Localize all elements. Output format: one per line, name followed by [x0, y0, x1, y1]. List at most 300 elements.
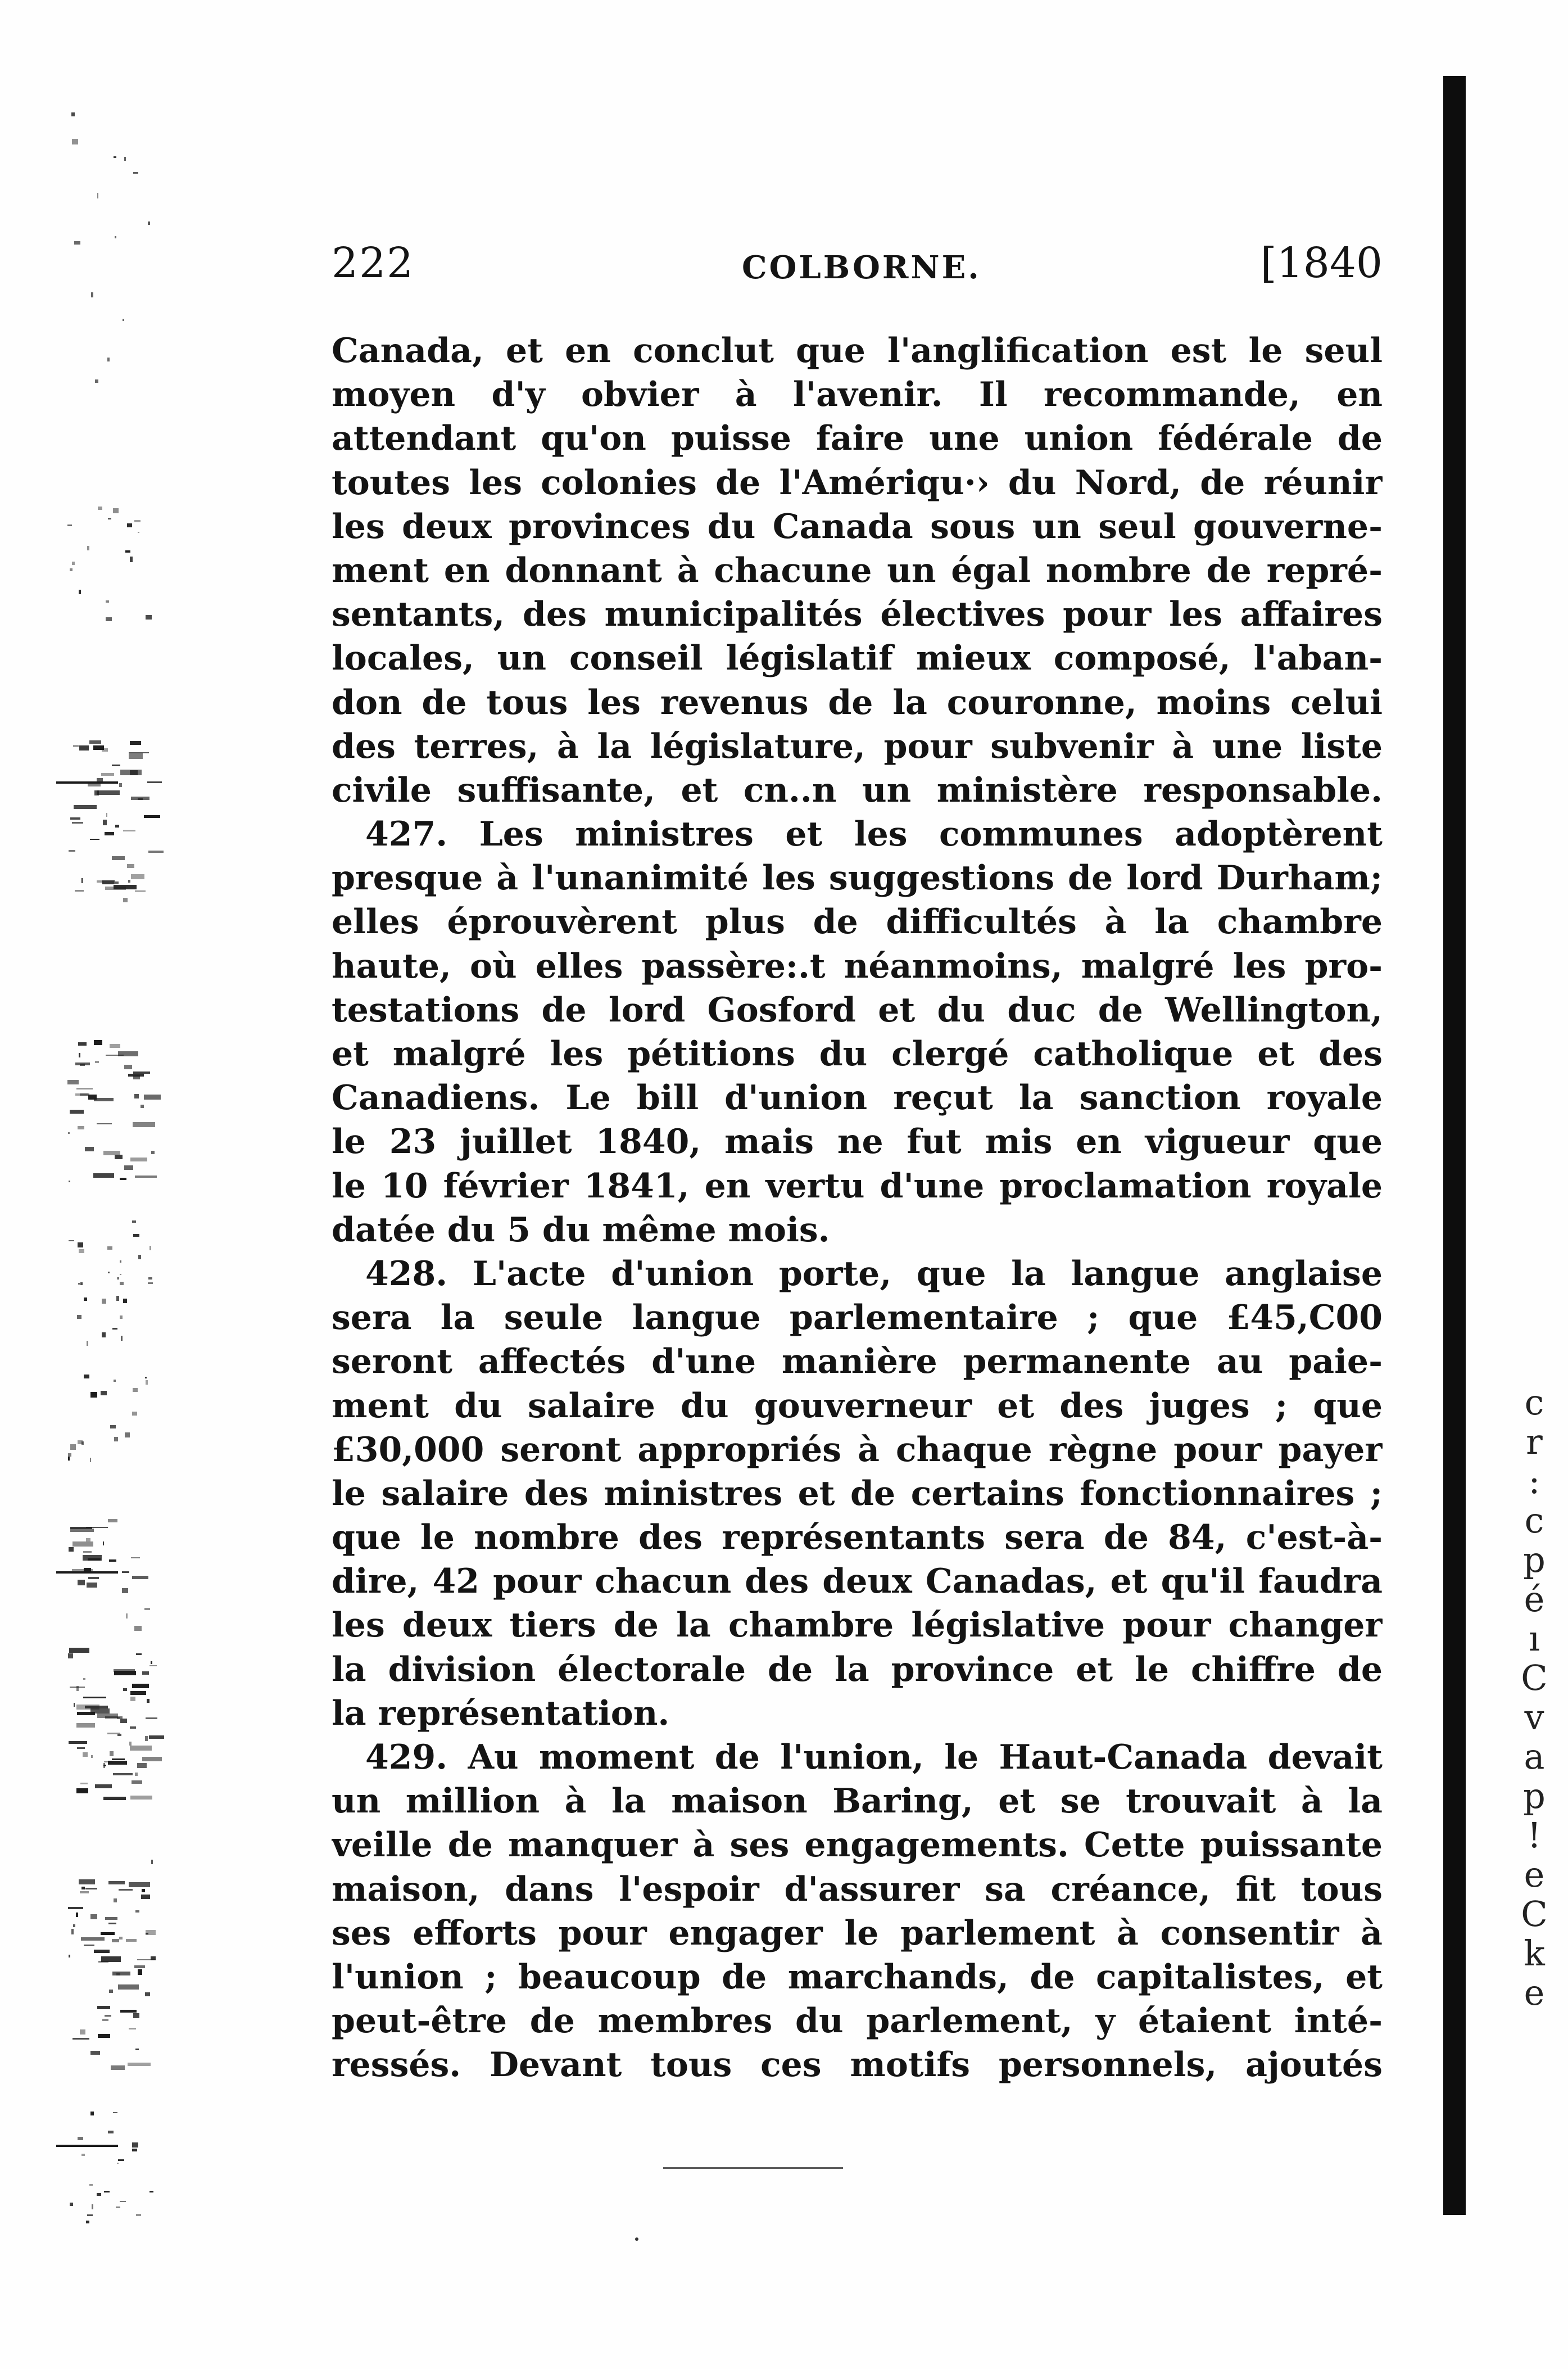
scan-noise-speck — [115, 236, 116, 238]
scan-noise-speck — [95, 1784, 112, 1788]
scan-noise-speck — [109, 1559, 116, 1562]
scan-noise-speck — [125, 550, 130, 553]
scan-noise-speck — [147, 1699, 150, 1703]
scan-noise-speck — [129, 1882, 150, 1887]
page-edge-bar — [1443, 76, 1466, 2215]
scan-noise-speck — [77, 1747, 85, 1749]
scan-noise-speck — [69, 1240, 74, 1241]
scan-noise-speck — [80, 1093, 89, 1096]
scan-noise-speck — [121, 1336, 123, 1341]
scan-noise-speck — [120, 770, 141, 775]
fragment-glyph: p — [1523, 1539, 1546, 1580]
scan-noise-speck — [78, 1283, 80, 1285]
scan-noise-speck — [95, 379, 98, 383]
scan-noise-speck — [123, 898, 128, 902]
scan-noise-speck — [90, 2051, 100, 2054]
scan-noise-speck — [128, 1074, 143, 1077]
scan-noise-speck — [106, 617, 112, 621]
scan-noise-speck — [105, 887, 126, 890]
scan-noise-speck — [108, 518, 111, 519]
fragment-glyph: ! — [1527, 1815, 1542, 1856]
text-line: les deux provinces du Canada sous un seul gouverne- — [332, 507, 1383, 546]
scan-noise-speck — [108, 1519, 117, 1523]
scan-noise-speck — [76, 1088, 93, 1089]
fragment-glyph: c — [1524, 1382, 1544, 1423]
scan-noise-speck — [115, 1155, 123, 1159]
scan-noise-speck — [129, 2028, 136, 2029]
scan-noise-speck — [105, 832, 114, 835]
scan-noise-speck — [110, 1751, 114, 1756]
text-line: moyen d'y obvier à l'avenir. Il recommande, en — [332, 375, 1383, 415]
scan-noise-speck — [148, 221, 150, 224]
scan-noise-speck — [142, 1671, 149, 1675]
scan-noise-speck — [137, 1959, 156, 1960]
scan-noise-speck — [85, 1888, 98, 1889]
paragraph-427-start: 427. Les ministres et les communes adoptèrent — [365, 815, 1383, 855]
scan-noise-speck — [134, 520, 141, 522]
scan-noise-speck — [113, 508, 119, 513]
scan-noise-speck — [136, 2214, 142, 2216]
scan-noise-speck — [72, 139, 78, 144]
scan-noise-speck — [105, 1917, 117, 1919]
scan-noise-speck — [146, 1380, 148, 1385]
scan-noise-speck — [120, 2010, 137, 2013]
scan-noise-speck — [98, 2034, 110, 2038]
scan-noise-speck — [69, 1181, 70, 1183]
scan-noise-speck — [137, 1763, 147, 1767]
scan-noise-speck — [87, 2214, 93, 2216]
fragment-glyph: k — [1524, 1933, 1545, 1974]
text-line: dire, 42 pour chacun des deux Canadas, et qu'il faudra — [332, 1562, 1383, 1602]
scan-noise-speck — [111, 2065, 125, 2070]
scan-noise-speck — [107, 358, 110, 361]
scan-noise-speck — [103, 1797, 126, 1801]
scan-noise-speck — [84, 1297, 87, 1301]
text-line: maison, dans l'espoir d'assurer sa créance, fit tous — [332, 1869, 1383, 1909]
fragment-glyph: e — [1524, 1972, 1545, 2013]
scan-noise-speck — [102, 2019, 108, 2022]
scan-noise-speck — [132, 1684, 149, 1689]
scan-noise-speck — [122, 1571, 129, 1573]
text-line: testations de lord Gosford et du duc de Wellington, — [332, 990, 1383, 1030]
scan-noise-speck — [135, 1773, 138, 1776]
scan-noise-speck — [135, 1176, 157, 1178]
scan-noise-speck — [91, 292, 93, 298]
scan-noise-speck — [88, 1577, 99, 1579]
running-head-title: COLBORNE. — [742, 249, 981, 286]
scan-noise-speck — [123, 830, 135, 831]
scan-noise-speck — [104, 1761, 114, 1762]
scan-noise-speck — [68, 1653, 73, 1658]
scan-noise-speck — [112, 1939, 119, 1942]
text-line: la division électorale de la province et le chiffre de — [332, 1649, 1383, 1689]
scan-noise-speck — [75, 1063, 90, 1065]
scan-noise-speck — [97, 790, 120, 795]
scan-noise-speck — [78, 1126, 84, 1129]
scan-noise-speck — [115, 825, 119, 828]
scan-noise-tick — [56, 2145, 118, 2147]
scan-noise-speck — [133, 1234, 139, 1237]
scan-noise-speck — [93, 1173, 114, 1177]
text-line: £30,000 seront appropriés à chaque règne pour payer — [332, 1430, 1383, 1470]
scan-noise-speck — [90, 2112, 94, 2115]
scan-noise-speck — [74, 1703, 75, 1707]
scan-noise-speck — [103, 820, 107, 825]
scan-noise-speck — [145, 1377, 147, 1379]
scan-noise-speck — [68, 1132, 70, 1134]
scan-noise-speck — [119, 1889, 133, 1890]
page-number: 222 — [332, 239, 415, 287]
scan-noise-speck — [130, 1726, 136, 1728]
scan-noise-speck — [68, 1907, 83, 1909]
scan-noise-speck — [138, 1255, 141, 1259]
scan-noise-speck — [149, 1735, 164, 1739]
scan-noise-speck — [76, 1723, 95, 1728]
scan-noise-speck — [127, 523, 132, 527]
scan-noise-speck — [130, 1697, 135, 1701]
text-line: don de tous les revenus de la couronne, moins celui — [332, 682, 1383, 722]
scan-noise-speck — [83, 1752, 88, 1757]
scan-noise-speck — [133, 1388, 138, 1393]
scan-noise-tick — [56, 781, 118, 784]
text-line: sera la seule langue parlementaire ; que £45,C00 — [332, 1298, 1383, 1338]
scan-noise-speck — [113, 1773, 133, 1775]
scan-noise-speck — [70, 568, 72, 571]
scan-noise-speck — [120, 1315, 123, 1319]
scan-noise-speck — [79, 1249, 84, 1253]
fragment-glyph: p — [1523, 1775, 1546, 1816]
scan-noise-speck — [119, 783, 122, 787]
scan-noise-speck — [70, 2203, 73, 2206]
running-head — [332, 239, 1383, 306]
scan-noise-speck — [76, 1705, 99, 1710]
scan-noise-speck — [141, 1105, 144, 1108]
scan-noise-speck — [146, 1933, 148, 1934]
text-line: ressés. Devant tous ces motifs personnels, ajoutés — [332, 2045, 1383, 2085]
scan-noise-tick — [56, 1571, 118, 1574]
scan-noise-speck — [102, 880, 115, 885]
scan-noise-speck — [73, 1924, 75, 1927]
scan-noise-speck — [151, 1151, 155, 1154]
fragment-glyph: e — [1524, 1854, 1545, 1895]
scan-noise-speck — [104, 2191, 110, 2192]
scan-noise-speck — [146, 1717, 157, 1719]
scan-noise-speck — [80, 1891, 88, 1893]
scan-noise-speck — [97, 1123, 112, 1125]
scan-noise-speck — [123, 1688, 126, 1691]
fragment-glyph: r — [1526, 1421, 1543, 1462]
scan-noise-speck — [118, 2159, 124, 2161]
footer-smudge-line — [663, 2167, 843, 2169]
text-line: ment en donnant à chacune un égal nombre de repré- — [332, 550, 1383, 590]
scan-noise-speck — [102, 1299, 107, 1304]
text-line: ment du salaire du gouverneur et des juges ; que — [332, 1386, 1383, 1426]
scan-noise-speck — [116, 1296, 119, 1301]
fragment-glyph: C — [1521, 1893, 1548, 1934]
scan-noise-speck — [69, 1955, 70, 1957]
scan-noise-speck — [117, 1277, 119, 1280]
scan-noise-speck — [138, 798, 143, 801]
running-head-year: [1840 — [1260, 239, 1383, 287]
scan-noise-speck — [80, 1282, 82, 1285]
scan-noise-speck — [132, 1220, 136, 1223]
text-line: attendant qu'on puisse faire une union fédérale de — [332, 419, 1383, 459]
scan-noise-speck — [130, 1158, 147, 1161]
scan-noise-speck — [117, 2163, 119, 2164]
scan-noise-speck — [142, 1889, 146, 1893]
scan-noise-speck — [71, 1929, 74, 1934]
scan-noise-speck — [130, 557, 133, 562]
scan-noise-speck — [128, 880, 130, 883]
text-line: seront affectés d'une manière permanente au paie- — [332, 1342, 1383, 1382]
scan-noise-speck — [87, 1583, 97, 1588]
scan-noise-speck — [151, 1661, 152, 1665]
scan-noise-speck — [95, 1061, 99, 1064]
scan-noise-speck — [131, 1557, 140, 1558]
text-line: elles éprouvèrent plus de difficultés à la chambre — [332, 902, 1383, 942]
scan-noise-speck — [120, 2201, 126, 2202]
scan-noise-speck — [142, 1757, 161, 1761]
scan-noise-speck — [80, 1783, 88, 1785]
scan-noise-speck — [79, 1053, 80, 1057]
scan-noise-speck — [88, 1095, 96, 1100]
fragment-glyph: : — [1528, 1461, 1540, 1502]
scan-noise-speck — [80, 2029, 85, 2034]
scan-noise-speck — [70, 1110, 84, 1114]
scan-noise-speck — [83, 1697, 106, 1699]
text-line: le 10 février 1841, en vertu d'une proclamation royale — [332, 1166, 1383, 1206]
scan-noise-speck — [79, 590, 81, 594]
scan-noise-speck — [83, 1555, 102, 1560]
text-line: locales, un conseil législatif mieux composé, l'aban- — [332, 639, 1383, 679]
scan-noise-speck — [134, 1626, 142, 1631]
scan-noise-speck — [132, 1576, 148, 1579]
scan-noise-speck — [135, 1910, 139, 1913]
scan-noise-speck — [72, 2038, 90, 2040]
scan-noise-speck — [132, 1780, 142, 1784]
scan-noise-speck — [112, 856, 125, 860]
scan-noise-speck — [90, 1458, 92, 1462]
scan-noise-speck — [81, 2154, 85, 2156]
scan-noise-speck — [103, 1541, 104, 1545]
scan-noise-speck — [124, 1065, 132, 1069]
scan-noise-speck — [146, 615, 152, 620]
scan-noise-speck — [145, 1992, 150, 1996]
scan-noise-speck — [147, 781, 162, 783]
scan-noise-speck — [81, 1887, 85, 1889]
scan-noise-speck — [136, 1653, 142, 1655]
scan-noise-speck — [128, 2063, 151, 2066]
text-line: un million à la maison Baring, et se trouvait à la — [332, 1782, 1383, 1821]
scan-noise-speck — [144, 1608, 150, 1610]
scan-noise-speck — [138, 1969, 143, 1974]
scan-noise-speck — [132, 2142, 138, 2148]
scan-noise-speck — [97, 880, 103, 883]
text-line: des terres, à la législature, pour subvenir à une liste — [332, 726, 1383, 766]
text-line: les deux tiers de la chambre législative pour changer — [332, 1606, 1383, 1645]
text-line: sentants, des municipalités électives pour les affaires — [332, 595, 1383, 635]
scan-noise-speck — [86, 1527, 107, 1528]
text-line: le salaire des ministres et de certains fonctionnaires ; — [332, 1473, 1383, 1513]
scan-noise-speck — [148, 851, 163, 853]
scan-noise-speck — [129, 753, 143, 759]
scan-noise-speck — [130, 1691, 146, 1695]
scan-noise-speck — [69, 1547, 74, 1552]
scan-noise-speck — [135, 2049, 139, 2050]
scan-noise-speck — [110, 1425, 116, 1428]
scan-noise-speck — [125, 1432, 130, 1437]
text-line: ses efforts pour engager le parlement à consentir à — [332, 1913, 1383, 1953]
scan-noise-speck — [115, 881, 118, 883]
scan-noise-speck — [112, 1328, 117, 1330]
facing-page-fragment — [1512, 1383, 1557, 2198]
text-line: la représentation. — [332, 1693, 670, 1733]
scan-noise-speck — [71, 112, 75, 116]
text-line: civile suffisante, et cn..n un ministère responsable. — [332, 770, 1383, 810]
scan-noise-speck — [97, 2006, 110, 2009]
scan-noise-speck — [94, 1040, 102, 1045]
scan-noise-speck — [126, 1939, 137, 1942]
scan-noise-speck — [130, 741, 141, 744]
scan-noise-speck — [107, 1246, 112, 1250]
text-line: et malgré les pétitions du clergé catholique et des — [332, 1034, 1383, 1074]
text-line: Canada, et en conclut que l'anglification est le seul — [332, 331, 1383, 370]
scan-noise-speck — [78, 1440, 83, 1444]
scan-noise-speck — [70, 1444, 76, 1450]
scan-noise-speck — [97, 193, 99, 198]
scan-noise-speck — [98, 1961, 109, 1963]
fragment-glyph: é — [1524, 1579, 1545, 1620]
scan-noise-speck — [75, 890, 84, 892]
scan-noise-speck — [123, 1299, 128, 1303]
scan-noise-speck — [78, 1242, 83, 1247]
scan-noise-speck — [119, 1937, 122, 1939]
scan-noise-speck — [68, 1457, 70, 1461]
fragment-glyph: c — [1524, 1500, 1544, 1541]
scan-noise-speck — [130, 1796, 152, 1800]
scan-noise-speck — [106, 600, 109, 603]
scan-noise-speck — [148, 1277, 152, 1279]
scan-noise-speck — [112, 765, 120, 766]
scan-noise-speck — [76, 1788, 88, 1793]
scan-noise-speck — [78, 1580, 85, 1585]
scan-noise-speck — [135, 890, 145, 892]
scan-noise-speck — [124, 1165, 133, 1170]
text-line: que le nombre des représentants sera de 84, c'est-à- — [332, 1518, 1383, 1558]
scan-noise-speck — [76, 1686, 79, 1691]
scan-noise-speck — [69, 850, 75, 852]
scan-noise-speck — [110, 1044, 121, 1047]
scan-noise-speck — [122, 1588, 128, 1594]
scan-noise-speck — [138, 532, 140, 533]
scan-noise-speck — [123, 319, 124, 321]
scan-noise-speck — [89, 2184, 93, 2186]
scan-noise-speck — [87, 546, 90, 550]
scan-noise-speck — [117, 1734, 121, 1736]
scan-noise-speck — [120, 1282, 124, 1285]
text-line: datée du 5 du même mois. — [332, 1210, 830, 1250]
scan-noise-speck — [113, 2112, 117, 2113]
scan-noise-speck — [102, 1332, 106, 1338]
scan-noise-speck — [118, 1984, 139, 1990]
scan-noise-speck — [132, 1412, 138, 1416]
body-text — [332, 329, 1383, 2087]
scan-noise-speck — [72, 562, 75, 565]
scan-noise-speck — [134, 1965, 145, 1969]
scan-noise-speck — [79, 1879, 96, 1884]
scan-noise-speck — [85, 1147, 94, 1151]
scan-noise-speck — [129, 1742, 131, 1746]
scan-noise-speck — [74, 805, 97, 808]
scan-noise-speck — [92, 2204, 93, 2209]
scan-noise-speck — [87, 1341, 88, 1346]
scan-noise-speck — [149, 1246, 151, 1251]
scan-noise-speck — [131, 874, 145, 879]
scan-noise-speck — [149, 2191, 153, 2192]
fragment-glyph: C — [1521, 1657, 1548, 1698]
scan-noise-speck — [70, 817, 80, 819]
scan-noise-speck — [94, 1098, 114, 1101]
text-line: haute, où elles passère:.t néanmoins, malgré les pro- — [332, 946, 1383, 986]
scan-noise-speck — [116, 2207, 120, 2208]
scan-noise-speck — [130, 1746, 152, 1751]
text-line: toutes les colonies de l'Amériqu·› du Nord, de réunir — [332, 463, 1383, 503]
scan-noise-speck — [98, 507, 102, 510]
scan-noise-speck — [84, 1375, 89, 1379]
scan-noise-speck — [74, 241, 80, 245]
scan-noise-speck — [78, 1042, 87, 1046]
scan-noise-speck — [105, 2015, 111, 2017]
scan-noise-speck — [101, 1391, 107, 1395]
scan-noise-speck — [151, 1860, 153, 1864]
scan-noise-speck — [97, 2193, 101, 2196]
scan-noise-speck — [79, 745, 89, 751]
scan-noise-speck — [108, 1923, 116, 1924]
scan-noise-speck — [114, 156, 116, 158]
scan-noise-speck — [90, 1914, 97, 1919]
scan-noise-speck — [114, 1898, 117, 1902]
scan-noise-speck — [114, 1671, 136, 1675]
scan-noise-speck — [83, 1551, 92, 1552]
scan-noise-speck — [108, 1272, 110, 1273]
scan-noise-speck — [108, 1881, 125, 1884]
text-line: l'union ; beaucoup de marchands, de capitalistes, et — [332, 1957, 1383, 1997]
scan-noise-speck — [112, 1758, 125, 1761]
scan-noise-speck — [112, 1972, 130, 1975]
scan-noise-speck — [84, 1945, 94, 1946]
scan-noise-speck — [109, 1990, 113, 1993]
scan-noise-speck — [120, 1274, 121, 1275]
scan-noise-speck — [118, 1051, 138, 1057]
scan-noise-speck — [94, 1950, 110, 1953]
scan-noise-speck — [89, 740, 102, 744]
scan-noise-speck — [127, 864, 134, 868]
scan-noise-speck — [81, 878, 83, 883]
scan-noise-speck — [144, 1095, 161, 1100]
ink-speck — [635, 2237, 638, 2241]
scan-noise-speck — [133, 2013, 139, 2019]
scan-noise-speck — [120, 1178, 126, 1180]
scan-noise-speck — [69, 1741, 87, 1744]
scan-noise-speck — [72, 822, 84, 824]
scan-noise-speck — [90, 839, 99, 840]
text-line: veille de manquer à ses engagements. Cette puissante — [332, 1825, 1383, 1865]
scan-noise-speck — [69, 1648, 89, 1653]
scan-noise-speck — [90, 1392, 97, 1395]
scan-noise-speck — [101, 1932, 115, 1935]
paragraph-429-start: 429. Au moment de l'union, le Haut-Canada devait — [365, 1738, 1383, 1777]
scan-noise-speck — [132, 2149, 138, 2152]
